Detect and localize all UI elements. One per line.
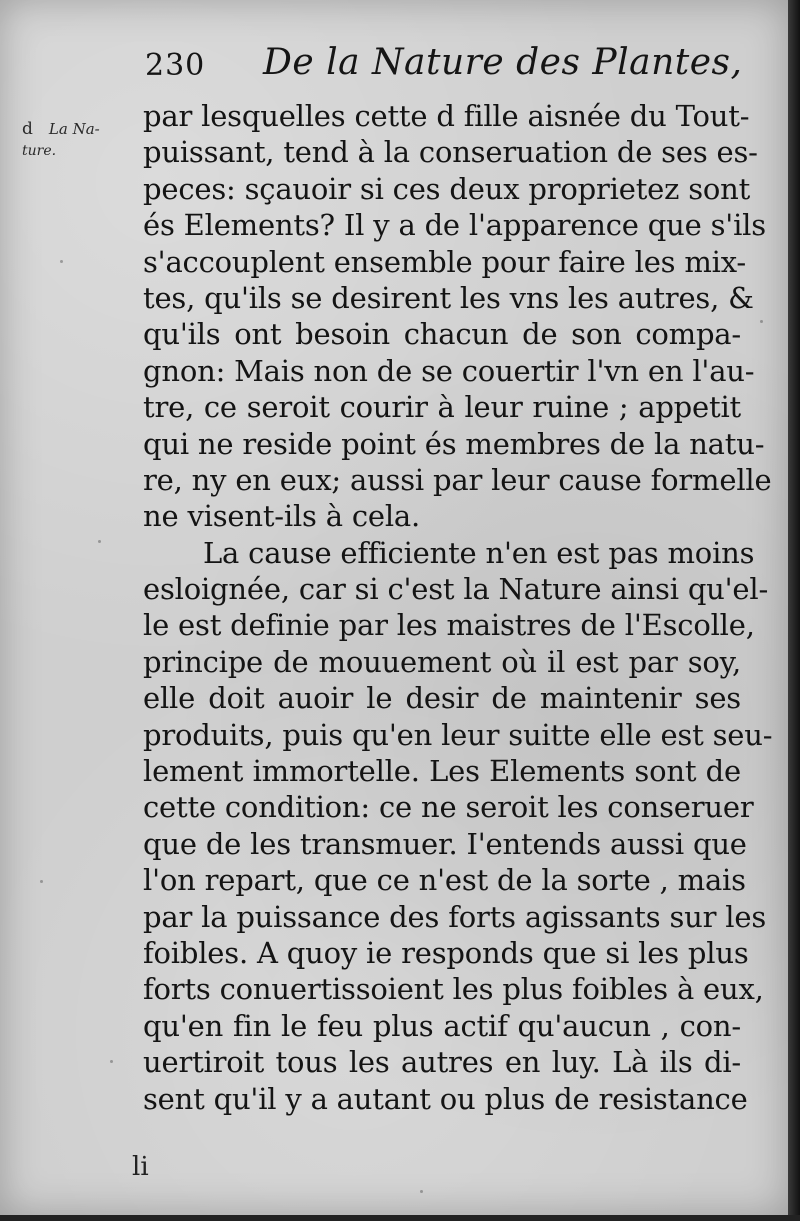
text-line: puissant, tend à la conseruation de ses es- — [143, 135, 758, 170]
text-line: produits, puis qu'en leur suitte elle est seu- — [143, 717, 773, 752]
text-line: uertiroit tous les autres en luy. Là ils di- — [143, 1045, 741, 1080]
paper-speck — [40, 880, 43, 883]
catchword: li — [132, 1152, 149, 1182]
text-line: forts conuertissoient les plus foibles à eux, — [143, 972, 764, 1007]
text-line: que de les transmuer. I'entends aussi que — [143, 826, 747, 861]
text-line: par la puissance des forts agissants sur les — [143, 899, 766, 934]
paper-speck — [60, 260, 63, 263]
text-line: qu'en fin le feu plus actif qu'aucun , con- — [143, 1008, 741, 1043]
text-line: elle doit auoir le desir de maintenir ses — [143, 681, 741, 716]
text-line: principe de mouuement où il est par soy, — [143, 644, 741, 679]
text-line: tes, qu'ils se desirent les vns les autres, & — [143, 280, 754, 315]
text-line: foibles. A quoy ie responds que si les plus — [143, 935, 749, 970]
page-bottom-edge — [0, 1215, 800, 1221]
text-line: l'on repart, que ce n'est de la sorte , mais — [143, 863, 746, 898]
running-title: De la Nature des Plantes, — [263, 42, 743, 83]
text-line: sent qu'il y a autant ou plus de resistance — [143, 1081, 748, 1116]
page-number: 230 — [145, 48, 206, 83]
text-line: re, ny en eux; aussi par leur cause formelle — [143, 462, 772, 497]
text-line: és Elements? Il y a de l'apparence que s'ils — [143, 208, 766, 243]
text-line: cette condition: ce ne seroit les conseruer — [143, 790, 754, 825]
text-line: s'accouplent ensemble pour faire les mix- — [143, 244, 746, 279]
margin-note — [22, 118, 142, 162]
paper-speck — [98, 540, 101, 543]
text-line: tre, ce seroit courir à leur ruine ; appetit — [143, 390, 741, 425]
text-line: lement immortelle. Les Elements sont de — [143, 754, 741, 789]
text-line: peces: sçauoir si ces deux proprietez sont — [143, 171, 751, 206]
text-line: qu'ils ont besoin chacun de son compa- — [143, 317, 741, 352]
text-line: gnon: Mais non de se couertir l'vn en l'au- — [143, 353, 755, 388]
text-line: esloignée, car si c'est la Nature ainsi qu'el- — [143, 572, 769, 607]
text-line: ne visent-ils à cela. — [143, 499, 421, 534]
text-line: par lesquelles cette d fille aisnée du Tout- — [143, 99, 750, 133]
text-line: qui ne reside point és membres de la natu- — [143, 426, 765, 461]
page-header — [145, 42, 745, 92]
page-edge-shadow — [788, 0, 800, 1221]
text-line: le est definie par les maistres de l'Escolle, — [143, 608, 755, 643]
paper-speck — [420, 1190, 423, 1193]
paragraph-start-line: La cause efficiente n'en est pas moins — [203, 535, 755, 570]
paper-speck — [760, 320, 763, 323]
paper-speck — [110, 1060, 113, 1063]
margin-note-continuation: ture. — [22, 143, 57, 159]
margin-note-letter: d — [22, 119, 33, 139]
margin-note-word: La Na- — [48, 120, 100, 138]
body-text — [143, 98, 773, 1117]
